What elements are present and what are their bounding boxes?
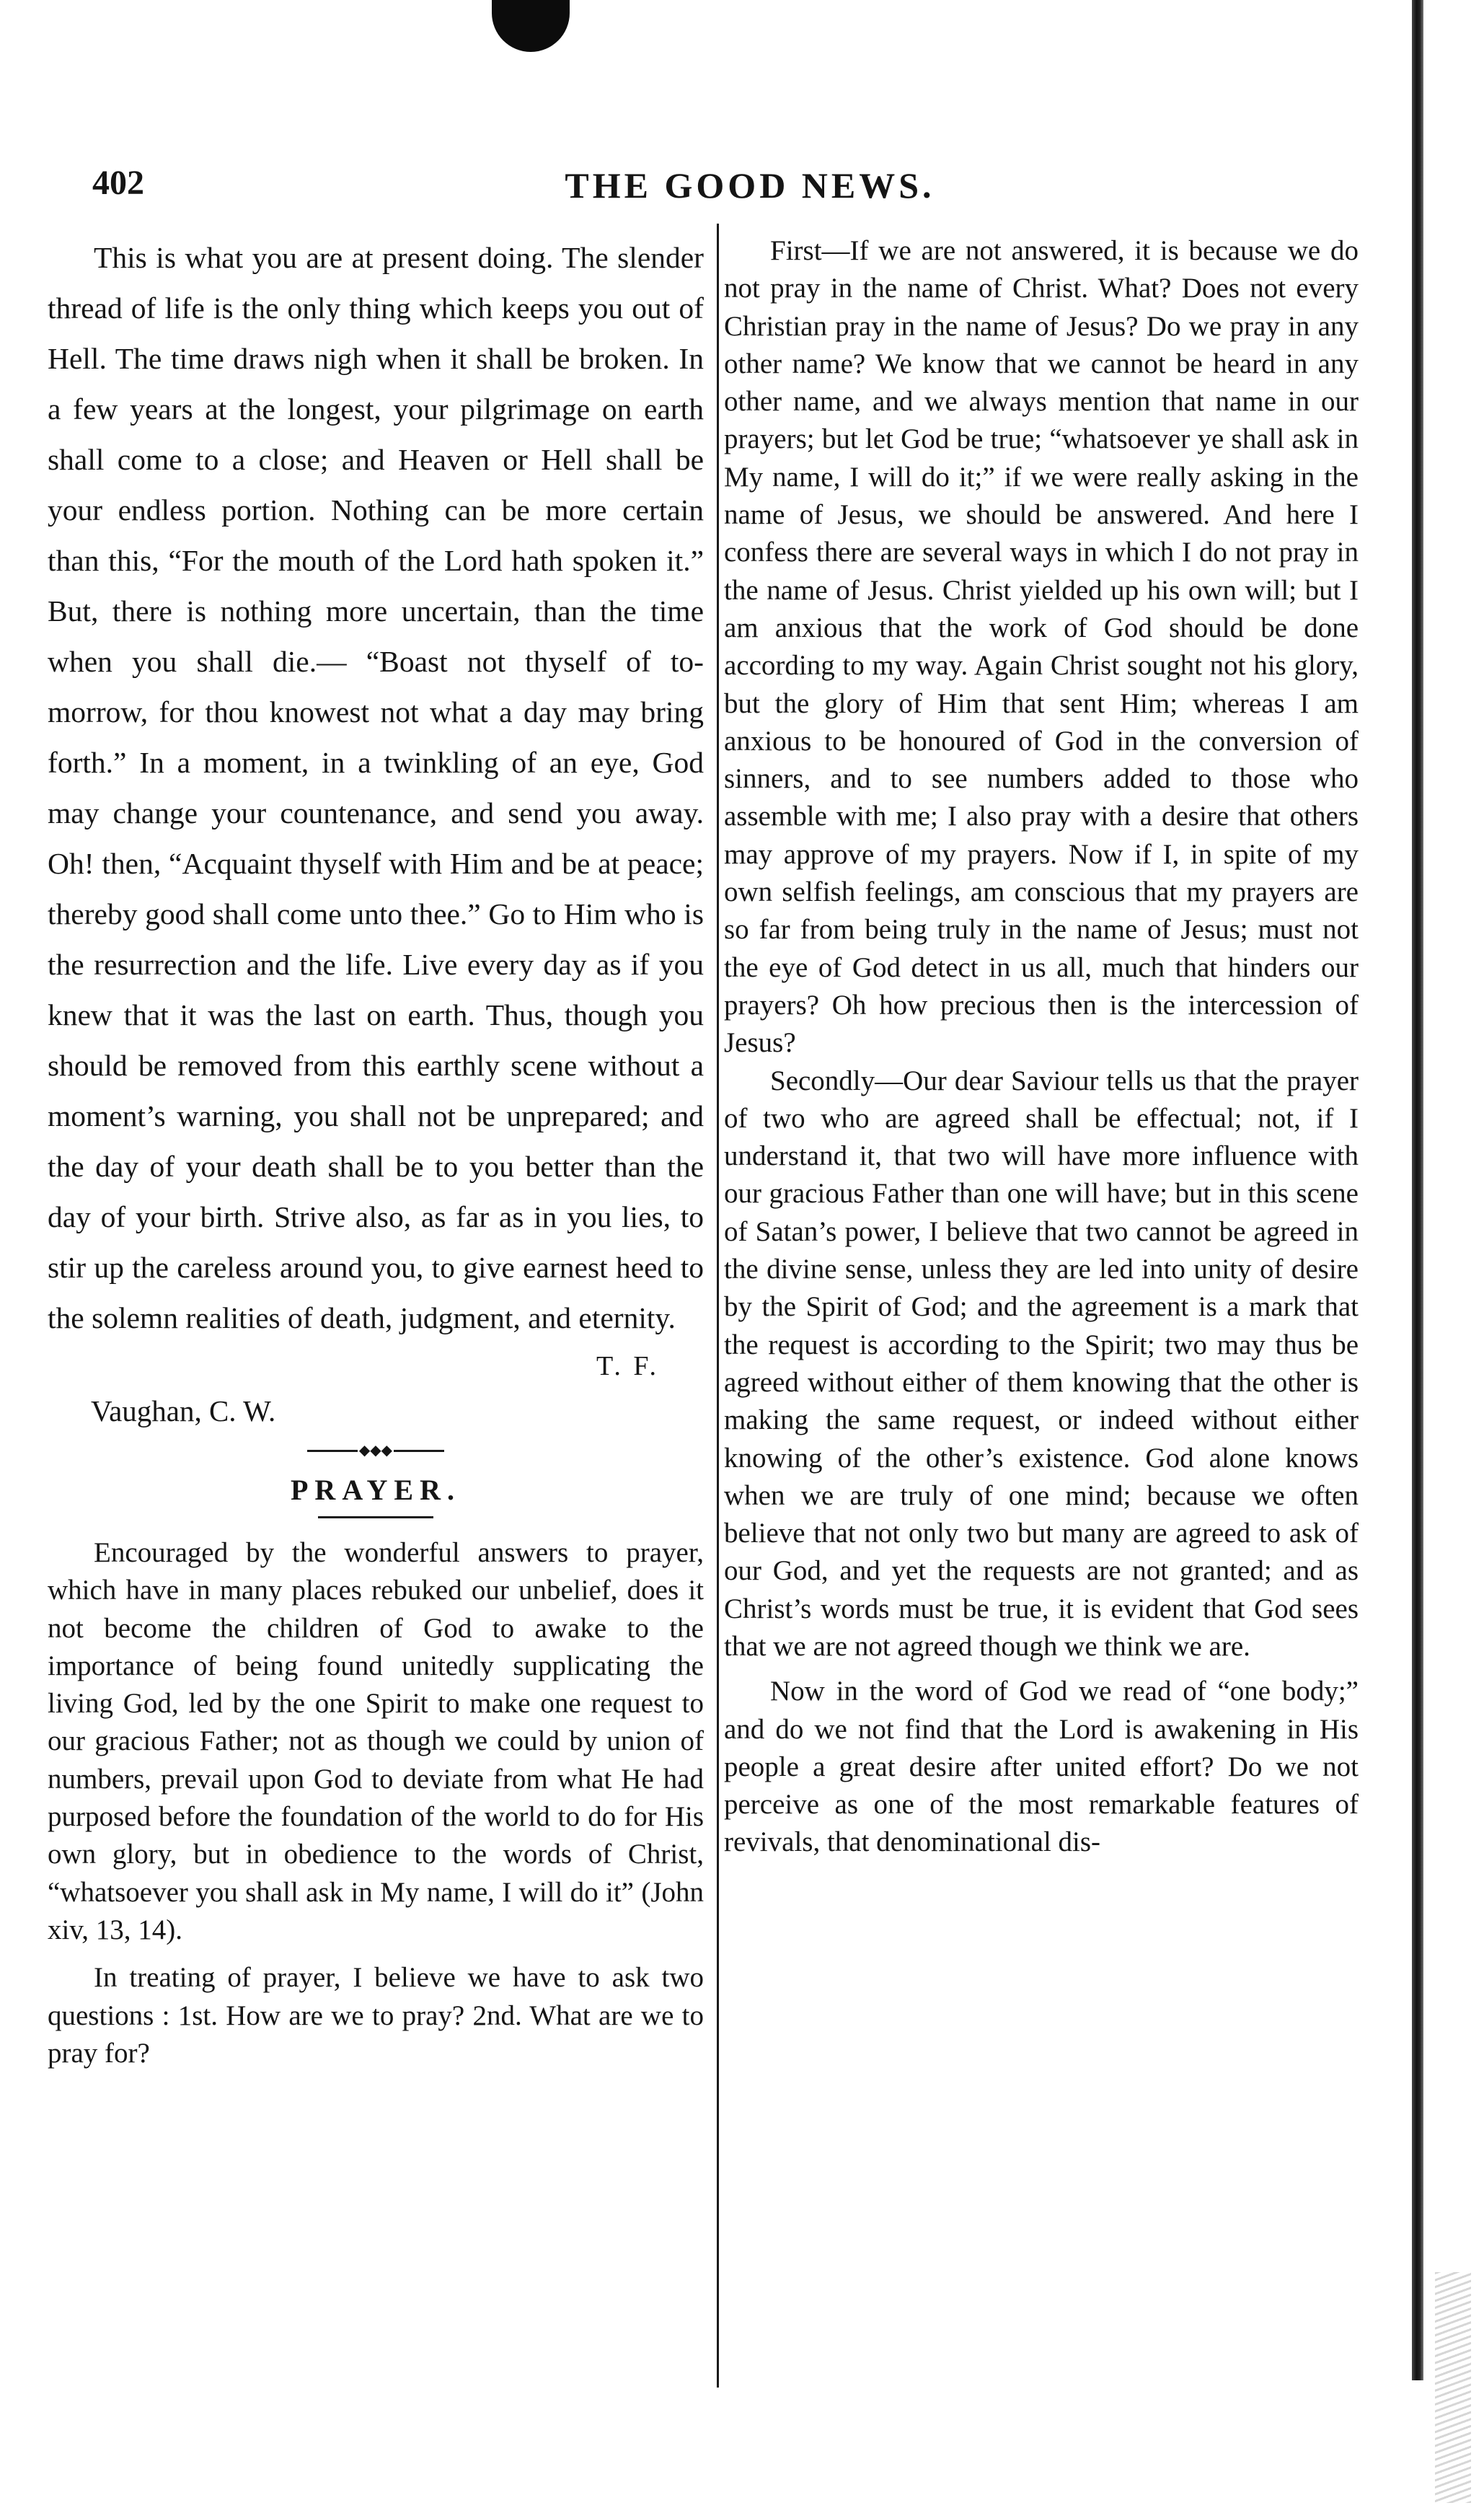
section-heading: PRAYER.: [291, 1474, 461, 1506]
author-signature: T. F.: [596, 1351, 659, 1381]
ornament-rule: [307, 1450, 358, 1452]
body-paragraph: In treating of prayer, I believe we have to ask two questions : 1st. How are we to pray? 2nd. What are we to pray for?: [48, 1962, 704, 2069]
body-paragraph: Now in the word of God we read of “one body;” and do we not find that the Lord is awakening in His people a great desire after united effort? Do we not perceive as one of the most remarkable features of revivals, that denominational dis-: [724, 1676, 1359, 1858]
page-header: [50, 160, 1392, 211]
body-paragraph: This is what you are at present doing. The slender thread of life is the only thing which keeps you out of Hell. The time draws nigh when it shall be broken. In a few years at the longest, your pilgrimage on earth shall come to a close; and Heaven or Hell shall be your endless portion. Nothing can be more certain than this, “For the mouth of the Lord hath spoken it.” But, there is nothing more uncertain, than the time when you shall die.— “Boast not thyself of to-morrow, for thou knowest not what a day may bring forth.” In a moment, in a twinkling of an eye, God may change your countenance, and send you away. Oh! then, “Acquaint thyself with Him and be at peace; thereby good shall come unto thee.” Go to Him who is the resurrection and the life. Live every day as if you knew that it was the last on earth. Thus, though you should be removed from this earthly scene without a moment’s warning, you shall not be unprepared; and the day of your death shall be to you better than the day of your birth. Strive also, as far as in you lies, to stir up the careless around you, to give earnest heed to the solemn realities of death, judgment, and eternity.: [48, 241, 704, 1334]
ink-blot-mark: [492, 0, 570, 52]
ornament-rule: [394, 1450, 444, 1452]
heading-rule: [318, 1516, 433, 1518]
page-number: 402: [92, 164, 144, 202]
running-title: THE GOOD NEWS.: [565, 165, 935, 206]
body-paragraph: Secondly—Our dear Saviour tells us that the prayer of two who are agreed shall be effectual; not, if I understand it, that two will have more influence with our gracious Father than one will have; but in this scene of Satan’s power, I believe that two cannot be agreed in the divine sense, unless they are led into unity of desire by the Spirit of God; and the agreement is a mark that the request is according to the Spirit; two may thus be agreed without either of them knowing that the other is making the same request, or indeed without either knowing of the other’s existence. God alone knows when we are truly of one mind; because we often believe that not only two but many are agreed to ask of our God, and yet the requests are not granted; and as Christ’s words must be true, it is evident that God sees that we are not agreed though we think we are.: [724, 1065, 1359, 1662]
right-column: [724, 232, 1359, 1862]
body-paragraph: Encouraged by the wonderful answers to prayer, which have in many places rebuked our unbelief, does it not become the children of God to awake to the importance of being found unitedly supplicating the living God, led by the one Spirit to make one request to our gracious Father; not as though we could by union of numbers, prevail upon God to deviate from what He had purposed before the foundation of the world to do for His own glory, but in obedience to the words of Christ, “whatsoever you shall ask in My name, I will do it” (John xiv, 13, 14).: [48, 1537, 704, 1945]
body-paragraph: First—If we are not answered, it is because we do not pray in the name of Christ. What? Does not every Christian pray in the name of Jesus? Do we pray in any other name? We know that we cannot be heard in any other name, and we always mention that name in our prayers; but let God be true; “whatsoever ye shall ask in My name, I will do it;” if we were really asking in the name of Jesus, we should be answered. And here I confess there are several ways in which I do not pray in the name of Jesus. Christ yielded up his own will; but I am anxious that the work of God should be done according to my way. Again Christ sought not his glory, but the glory of Him that sent Him; whereas I am anxious to be honoured of God in the conversion of sinners, and to see numbers added to those who assemble with me; I also pray with a desire that others may approve of my prayers. Now if I, in spite of my own selfish feelings, am conscious that my prayers are so far from being truly in the name of Jesus; must not the eye of God detect in us all, much that hinders our prayers? Oh how precious then is the intercession of Jesus?: [724, 235, 1359, 1059]
page-edge-speckle: [1435, 2272, 1471, 2503]
column-divider: [717, 224, 719, 2388]
ornament-diamond-icon: ◆◆◆: [358, 1443, 393, 1458]
page-edge-shadow: [1412, 0, 1423, 2380]
author-place: Vaughan, C. W.: [91, 1394, 276, 1427]
left-column: [48, 232, 704, 2072]
section-ornament: [48, 1438, 704, 1463]
